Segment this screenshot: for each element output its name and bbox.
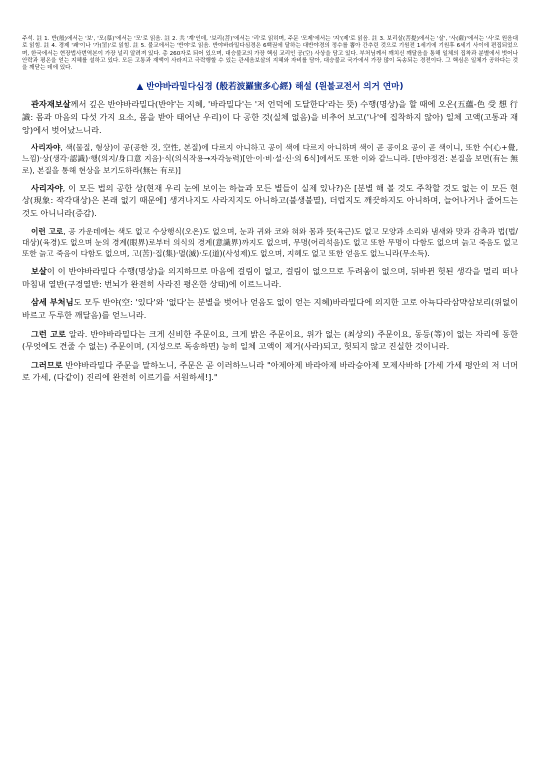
paragraph-5-text: 이 이 반야바라밀다 수행(명상)을 의지하므로 마음에 걸림이 없고, 걸림이 없으므로 두려움이 없으며, 뒤바뀐 헛된 생각을 멀리 떠나 마침내 열반(구경열반: 번뇌가 완전히 사라진 평온한 상태)에 이르느니라.: [22, 266, 518, 289]
paragraph-5-lead: 보살: [31, 266, 47, 277]
paragraph-2-lead: 사리자야: [31, 143, 61, 153]
footnotes-text: 주석. 註 1. 반(般)에서는 '보', '모(慕)'에서는 '모'로 읽음. 註 2. 共 '계'인데, '보리(菩)'에서는 '리'로 읽히며, 주문 '모제'에서는 '지'(제'로 읽음. 註 3. 보리살(菩提)에서는 '살', '사(薩)'에서는 '사'로 원음대로 읽힘. 註 4. 경제 '괘'이나 '가(罣)'로 읽힘. 註 5. 불교에서는 '반야'로 읽음. 반야바라밀다심경은 6백권에 달하는 대반야경의 정수를 뽑아 간추린 것으로 기원전 1세기에 기원후 6세기 사이에 편집되었으며, 한국에서는 현장법사번역본이 가장 널리 알려져 있다. 총 260자로 되어 있으며, 대승불교의 가장 핵심 교리인 공(空) 사상을 담고 있다. 부처님께서 깨치신 깨달음을 통해 일체의 집착과 분별에서 벗어나 안락과 평온을 얻는 지혜를 설하고 있다. 모든 고통과 재액이 사라지고 극락행할 수 있는 관세음보살의 지혜와 자비를 담아, 대승불교 국가에서 가장 많이 독송되는 경전이다. 그 핵심은 일체가 공하다는 것을 깨닫는 데에 있다.: [22, 36, 518, 72]
paragraph-7-text: 알라. 반야바라밀다는 크게 신비한 주문이요, 크게 밝은 주문이요, 위가 없는 (최상의) 주문이요, 동등(等)이 없는 자리에 동한 (무엇에도 견줄 수 없는) 주문이며, (지성으로 독송하면) 능히 일체 고액이 제거(사라)되고, 헛되지 않고 진실한 것이니라.: [22, 328, 518, 352]
section-title: [22, 80, 518, 92]
paragraph-5: [22, 265, 518, 290]
paragraph-2: [22, 142, 518, 176]
paragraph-2-text: , 색(물질, 형상)이 공(공한 것, 空性, 본질)에 다르지 아니하고 공이 색에 다르지 아니하며 색이 곧 공이요 공이 곧 색이니, 또한 수(心+覺, 느낌)·상(생각·認識)·행(의지/身口意 지음)·식(의식작용→자각능력)[안·이·비·설·신·의 6식]에서도 또한 이와 같느니라. [반야정견: 본질을 보면(有는 無로), 본질을 통해 현상을 보기도하라(無는 有로)]: [22, 143, 518, 175]
paragraph-4: [22, 226, 518, 260]
paragraph-1-lead: 관자재보살: [31, 99, 71, 110]
paragraph-3-text: , 이 모든 법의 공한 상(현재 우리 눈에 보이는 하늘과 모든 별들이 실제 있나?)은 [분별 해 볼 것도 주착할 것도 없는 이 모든 현상(現象: 작각대상)은 본래 없기 때문에] 생겨나지도 사라지지도 아니하고(불생불멸), 더럽지도 깨끗하지도 아니하며, 늘어나거나 줄어드는 것도 아니니라(증감).: [22, 182, 518, 219]
triangle-icon: ▲: [136, 82, 144, 93]
paragraph-4-lead: 이런 고로: [31, 226, 64, 236]
paragraph-3-lead: 사리자야: [31, 182, 63, 193]
paragraph-7: [22, 328, 518, 353]
paragraph-6: [22, 296, 518, 321]
document-page: [22, 36, 518, 384]
paragraph-4-text: , 공 가운데에는 색도 없고 수상행식(오온)도 없으며, 눈과 귀와 코와 혀와 몸과 뜻(육근)도 없고 모양과 소리와 냄새와 맛과 감촉과 법(법/대상)(육경)도 없으며 눈의 경계(眼界)로부터 의식의 경계(意識界)까지도 없으며, 무명(어리석음)도 없고 또한 무명이 다함도 없으며 늙고 죽음도 없고 또한 늙고 죽음이 다함도 없으며, 고(苦)·집(集)·멸(滅)·도(道)(사성제)도 없으며, 지혜도 없고 또한 얻음도 없느니라(무소득).: [22, 226, 518, 259]
section-title-text: 반야바라밀다심경 (般若波羅蜜多心經) 해설 (원불교전서 의거 연마): [146, 82, 404, 93]
paragraph-8-lead: 그러므로: [31, 359, 63, 370]
paragraph-7-lead: 그런 고로: [31, 328, 66, 339]
paragraph-1-text: 께서 깊은 반야바라밀다(반야'는 지혜, '바라밀다'는 '저 언덕에 도달한다'라는 뜻) 수행(명상)을 할 때에 오온(五蘊-色 受 想 行 識: 몸과 마음의 다섯 가지 요소, 몸을 받아 태어난 우리)이 다 공한 것(실체 없음)을 비추어 보고('나'에 집착하지 않아) 일체 고액(고통과 재앙)에서 벗어났느니라.: [22, 99, 518, 135]
paragraph-6-lead: 삼세 부처님: [31, 297, 74, 308]
paragraph-8-text: 반야바라밀다 주문을 말하노니, 주문은 곧 이러하느니라 "아제아제 바라아제 바라승아제 모제사바하 [가세 가세 평안의 저 너머로 가세, (다같이) 진리에 완전히 이르기를 서원하세!].": [22, 359, 518, 383]
footnotes: [22, 36, 518, 72]
paragraph-8: [22, 359, 518, 384]
paragraph-6-text: 도 모두 반야(空: '있다'와 '없다'는 분별을 벗어나 얻음도 없이 얻는 지혜)바라밀다에 의지한 고로 아뇩다라삼먁삼보리(위없이 바르고 두루한 깨달음)를 얻느니라.: [22, 297, 518, 321]
paragraph-3: [22, 182, 518, 220]
paragraph-1: [22, 98, 518, 136]
